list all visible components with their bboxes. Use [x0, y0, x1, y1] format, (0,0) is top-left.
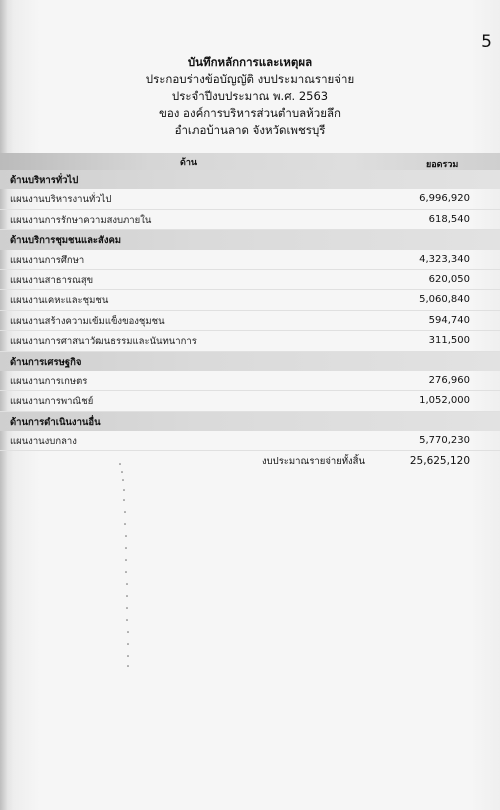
header-fiscal-year: ประจำปีงบประมาณ พ.ศ. 2563 [171, 89, 329, 103]
scan-dot-artifact [118, 460, 130, 670]
table-total-row [0, 451, 500, 475]
row-value: 6,996,920 [419, 193, 470, 205]
table-section-row [0, 170, 500, 189]
table-row [0, 189, 500, 209]
table-header [0, 153, 500, 170]
table-row [0, 431, 500, 451]
section-label: ด้านการเศรษฐกิจ [10, 356, 82, 368]
table-row [0, 210, 500, 230]
budget-table [0, 170, 500, 475]
row-value: 1,052,000 [419, 395, 470, 407]
row-value: 5,770,230 [419, 435, 470, 447]
header-title: บันทึกหลักการและเหตุผล [187, 55, 313, 69]
row-value: 311,500 [428, 335, 470, 347]
row-label: แผนงานการเกษตร [10, 375, 88, 387]
row-label: แผนงานการศาสนาวัฒนธรรมและนันทนาการ [10, 336, 197, 348]
row-value: 618,540 [428, 213, 470, 225]
table-row [0, 250, 500, 270]
header-location: อำเภอบ้านลาด จังหวัดเพชรบุรี [174, 123, 326, 137]
row-value: 5,060,840 [419, 294, 470, 306]
table-section-row [0, 412, 500, 431]
header-subtitle: ประกอบร่างข้อบัญญัติ งบประมาณรายจ่าย [145, 72, 355, 86]
table-row [0, 391, 500, 411]
table-section-row [0, 352, 500, 371]
section-label: ด้านการดำเนินงานอื่น [10, 416, 101, 428]
row-value: 594,740 [428, 314, 470, 326]
row-label: แผนงานงบกลาง [10, 436, 77, 448]
document-header [90, 54, 410, 139]
table-row [0, 371, 500, 391]
page-number: 5 [481, 32, 492, 52]
section-label: ด้านบริการชุมชนและสังคม [10, 235, 122, 247]
row-label: แผนงานสร้างความเข้มแข็งของชุมชน [10, 315, 165, 327]
table-section-row [0, 230, 500, 249]
table-row [0, 311, 500, 331]
column-header-total: ยอดรวม [426, 160, 459, 170]
table-row [0, 290, 500, 310]
header-organization: ของ องค์การบริหารส่วนตำบลห้วยลึก [159, 106, 341, 120]
total-value: 25,625,120 [409, 455, 470, 468]
row-label: แผนงานบริหารงานทั่วไป [10, 194, 112, 206]
row-label: แผนงานการพาณิชย์ [10, 396, 94, 408]
row-value: 4,323,340 [419, 253, 470, 265]
section-label: ด้านบริหารทั่วไป [10, 175, 79, 186]
row-value: 620,050 [428, 273, 470, 285]
table-row [0, 331, 500, 351]
row-label: แผนงานเคหะและชุมชน [10, 295, 109, 307]
row-label: แผนงานสาธารณสุข [10, 274, 94, 286]
row-label: แผนงานการรักษาความสงบภายใน [10, 214, 152, 226]
total-label: งบประมาณรายจ่ายทั้งสิ้น [262, 456, 365, 468]
row-value: 276,960 [428, 374, 470, 386]
column-header-category: ด้าน [180, 158, 198, 168]
table-row [0, 270, 500, 290]
row-label: แผนงานการศึกษา [10, 254, 85, 266]
